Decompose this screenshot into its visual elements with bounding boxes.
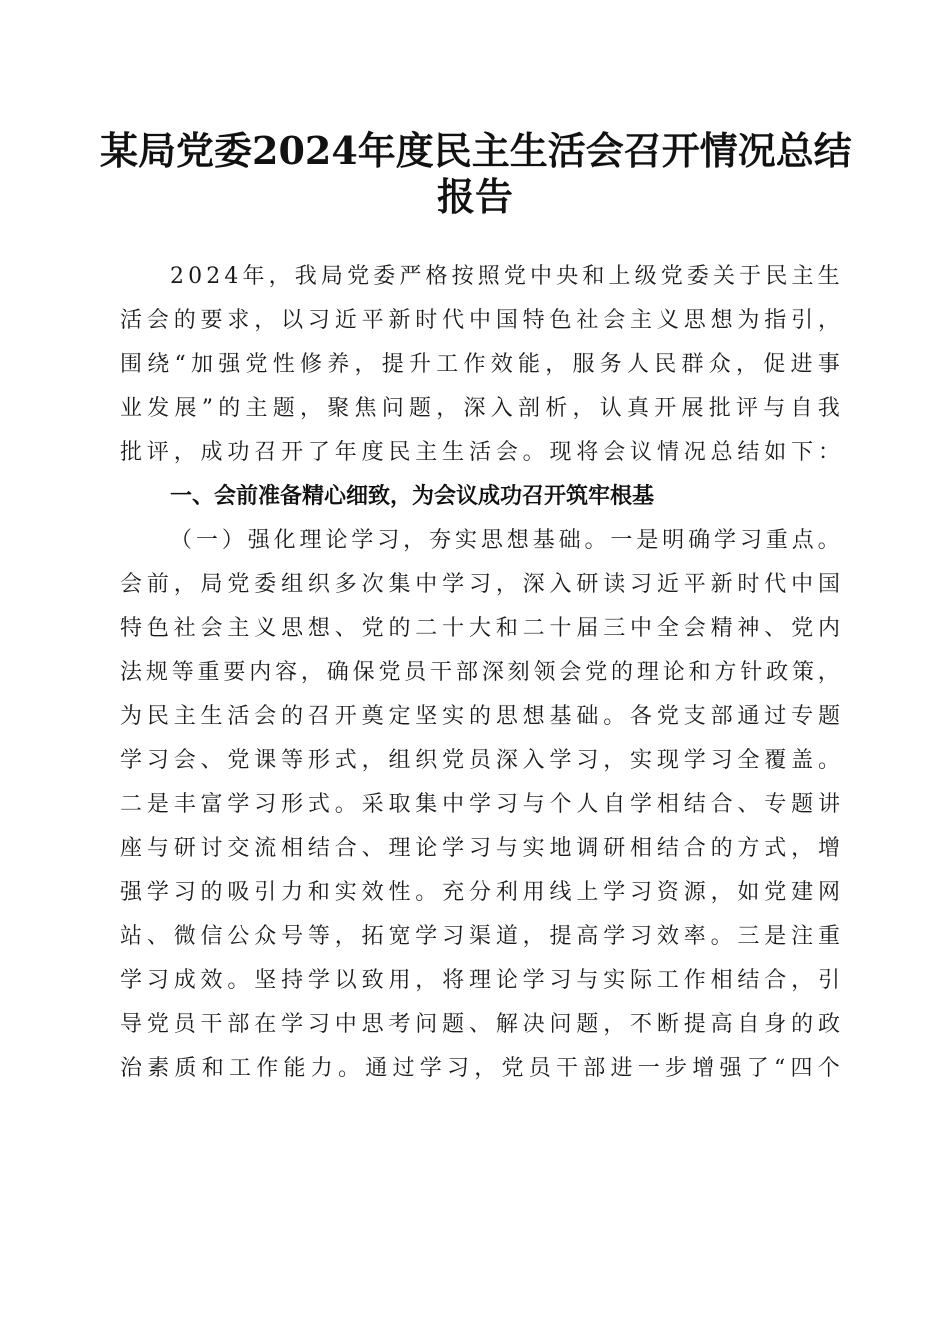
document-title	[100, 128, 850, 220]
paragraph-line-13: 二 是 丰 富 学 习 形 式 。 采 取 集 中 学 习 与 个 人 自 学 相 结 合 、 专 题 讲	[120, 792, 840, 817]
paragraph-line-18: 导 党 员 干 部 在 学 习 中 思 考 问 题 、 解 决 问 题 ， 不 断 提 高 自 身 的 政	[120, 1012, 840, 1037]
paragraph-line-9: 特 色 社 会 主 义 思 想 、 党 的 二 十 大 和 二 十 届 三 中 全 会 精 神 、 党 内	[120, 616, 840, 641]
paragraph-intro-line-5: 批 评 ， 成 功 召 开 了 年 度 民 主 生 活 会 。 现 将 会 议 情 况 总 结 如 下 ：	[120, 440, 840, 465]
paragraph-intro-line-2: 活 会 的 要 求 ， 以 习 近 平 新 时 代 中 国 特 色 社 会 主 义 思 想 为 指 引 ，	[120, 308, 840, 333]
title-line-2: 报告	[436, 174, 513, 219]
title-line-1: 某局党委2024年度民主生活会召开情况总结	[100, 128, 852, 173]
paragraph-line-7: （ 一 ） 强 化 理 论 学 习 ， 夯 实 思 想 基 础 。 一 是 明 确 学 习 重 点 。	[170, 528, 840, 553]
paragraph-line-17: 学 习 成 效 。 坚 持 学 以 致 用 ， 将 理 论 学 习 与 实 际 工 作 相 结 合 ， 引	[120, 968, 840, 993]
paragraph-line-19: 治 素 质 和 工 作 能 力 。 通 过 学 习 ， 党 员 干 部 进 一 步 增 强 了 “ 四 个	[120, 1056, 840, 1081]
paragraph-intro-line-4: 业 发 展 ” 的 主 题 ， 聚 焦 问 题 ， 深 入 剖 析 ， 认 真 开 展 批 评 与 自 我	[120, 396, 840, 421]
paragraph-line-8: 会 前 ， 局 党 委 组 织 多 次 集 中 学 习 ， 深 入 研 读 习 近 平 新 时 代 中 国	[120, 572, 840, 597]
paragraph-line-14: 座 与 研 讨 交 流 相 结 合 、 理 论 学 习 与 实 地 调 研 相 结 合 的 方 式 ， 增	[120, 836, 840, 861]
paragraph-line-15: 强 学 习 的 吸 引 力 和 实 效 性 。 充 分 利 用 线 上 学 习 资 源 ， 如 党 建 网	[120, 880, 840, 905]
paragraph-line-12: 学 习 会 、 党 课 等 形 式 ， 组 织 党 员 深 入 学 习 ， 实 现 学 习 全 覆 盖 。	[120, 748, 840, 773]
paragraph-line-10: 法 规 等 重 要 内 容 ， 确 保 党 员 干 部 深 刻 领 会 党 的 理 论 和 方 针 政 策 ，	[120, 660, 840, 685]
paragraph-intro-line-3: 围 绕 “ 加 强 党 性 修 养 ， 提 升 工 作 效 能 ， 服 务 人 民 群 众 ， 促 进 事	[120, 352, 840, 377]
paragraph-line-11: 为 民 主 生 活 会 的 召 开 奠 定 坚 实 的 思 想 基 础 。 各 党 支 部 通 过 专 题	[120, 704, 840, 729]
paragraph-line-16: 站 、 微 信 公 众 号 等 ， 拓 宽 学 习 渠 道 ， 提 高 学 习 效 率 。 三 是 注 重	[120, 924, 840, 949]
section-heading-1: 一、会前准备精心细致，为会议成功召开筑牢根基	[170, 484, 655, 509]
paragraph-intro-line-1: 2 0 2 4 年 ， 我 局 党 委 严 格 按 照 党 中 央 和 上 级 党 委 关 于 民 主 生	[170, 264, 840, 289]
